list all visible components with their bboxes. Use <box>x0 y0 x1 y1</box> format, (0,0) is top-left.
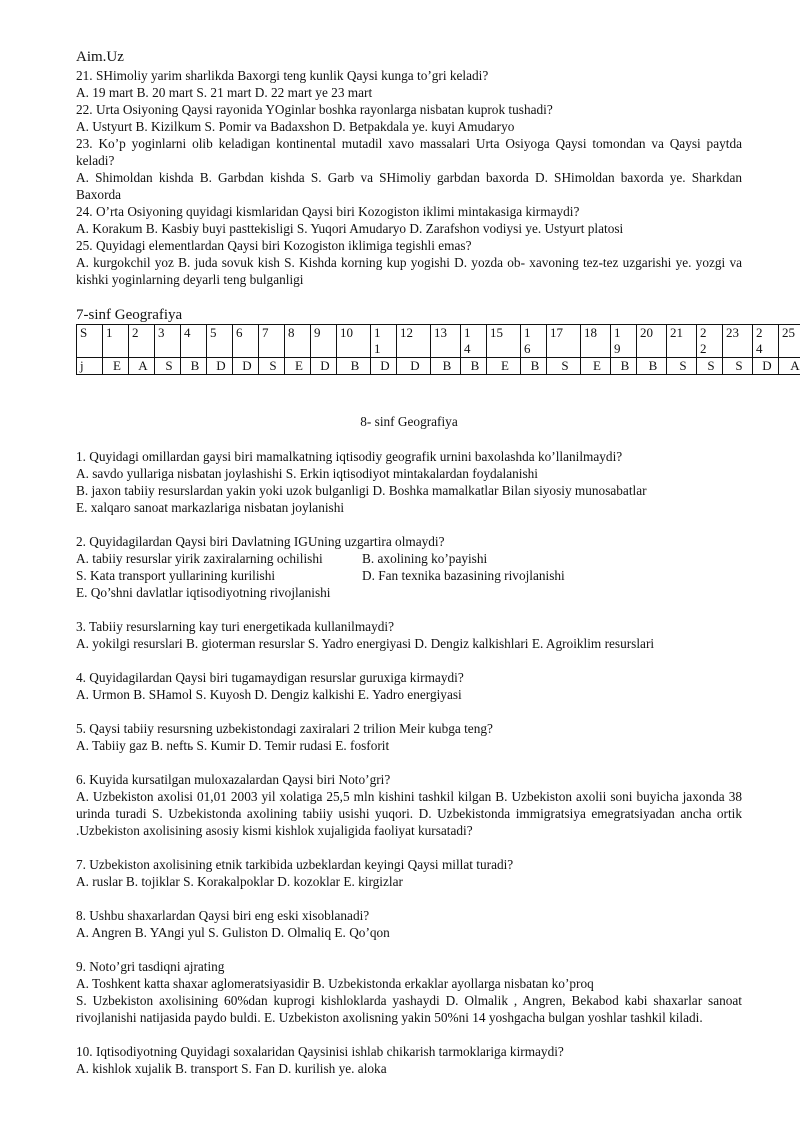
question-text: 1. Quyidagi omillardan gaysi biri mamalkatning iqtisodiy geografik urnini baxolashda ko’llanilmaydi? <box>76 449 623 464</box>
key-answer-cell: E <box>285 358 311 375</box>
key-header-text: 8 <box>288 325 295 340</box>
key-header-text-line2: 2 <box>700 341 707 356</box>
text-line: 23. Ko’p yoginlarni olib keladigan kontinental mutadil xavo massalari Urta Osiyoga Qaysi tomondan va Qaysi paytda keladi? <box>76 136 742 168</box>
key-header-text-line2: 4 <box>464 341 471 356</box>
question-block <box>76 618 742 652</box>
key-answer-cell: B <box>337 358 371 375</box>
key-header-text-line2 <box>782 341 800 357</box>
key-answer-cell: E <box>103 358 129 375</box>
key-header-cell <box>371 325 397 358</box>
answer-line: A. Angren B. YAngi yul S. Guliston D. Olmaliq E. Qo’qon <box>76 925 390 940</box>
key-header-cell <box>181 325 207 358</box>
key-header-cell <box>207 325 233 358</box>
key-header-text-line2 <box>550 341 580 357</box>
key-header-text: 1 <box>374 325 381 340</box>
question-text: 5. Qaysi tabiiy resursning uzbekistondagi zaxiralari 2 trilion Meir kubga teng? <box>76 721 493 736</box>
key-header-text: 5 <box>210 325 217 340</box>
answer-line: A. ruslar B. tojiklar S. Korakalpoklar D. kozoklar E. kirgizlar <box>76 874 403 889</box>
question-text: 7. Uzbekiston axolisining etnik tarkibida uzbeklardan keyingi Qaysi millat turadi? <box>76 857 514 872</box>
key-answer-cell: B <box>431 358 461 375</box>
key-answer-cell: D <box>753 358 779 375</box>
key-answer-cell: S <box>723 358 753 375</box>
key-header-cell <box>487 325 521 358</box>
text-line: A. Ustyurt B. Kizilkum S. Pomir va Badaxshon D. Betpakdala ye. kuyi Amudaryo <box>76 119 515 134</box>
key-header-text-line2 <box>400 341 430 357</box>
key-header-text-line2 <box>340 341 370 357</box>
key-answer-cell: A <box>779 358 800 375</box>
key-answer-cell: D <box>207 358 233 375</box>
key-answer-cell: S <box>259 358 285 375</box>
answer-line: A. yokilgi resurslari B. gioterman resurslar S. Yadro energiyasi D. Dengiz kalkishlari E. Agroiklim resurslari <box>76 636 655 651</box>
key-header-cell <box>285 325 311 358</box>
top-questions <box>76 67 742 288</box>
section-8-title: 8- sinf Geografiya <box>360 414 458 429</box>
key-header-text: 25 <box>782 325 795 340</box>
key-header-text-line2: 6 <box>524 341 531 356</box>
key-header-text: 6 <box>236 325 243 340</box>
key-answer-cell: D <box>233 358 259 375</box>
key-header-text-line2 <box>262 341 284 357</box>
key-header-cell <box>155 325 181 358</box>
key-header-cell <box>521 325 547 358</box>
answer-row <box>76 550 742 567</box>
answer-row <box>76 567 742 584</box>
answer-line: A. Urmon B. SHamol S. Kuyosh D. Dengiz kalkishi E. Yadro energiyasi <box>76 687 462 702</box>
key-header-text: 13 <box>434 325 447 340</box>
question-block <box>76 720 742 754</box>
text-line: A. kurgokchil yoz B. juda sovuk kish S. Kishda korning kup yogishi D. yozda ob- xavoning tez-tez uzgarishi ye. yozgi va kishki yoginlarning deyarli teng bulganligi <box>76 255 742 287</box>
key-header-text-line2 <box>670 341 696 357</box>
key-header-text-line2: 9 <box>614 341 621 356</box>
key-answer-cell: j <box>77 358 103 375</box>
key-header-text: 12 <box>400 325 413 340</box>
question-block <box>76 907 742 941</box>
key-header-text-line2 <box>288 341 310 357</box>
key-header-cell <box>753 325 779 358</box>
key-header-text: 15 <box>490 325 503 340</box>
key-header-text-line2 <box>640 341 666 357</box>
key-header-cell <box>77 325 103 358</box>
key-header-text: 1 <box>464 325 471 340</box>
answer-key-answers-row <box>77 358 800 375</box>
question-text: 4. Quyidagilardan Qaysi biri tugamaydigan resurslar guruxiga kirmaydi? <box>76 670 464 685</box>
key-header-cell <box>259 325 285 358</box>
key-answer-cell: E <box>487 358 521 375</box>
question-text: 3. Tabiiy resurslarning kay turi energetikada kullanilmaydi? <box>76 619 394 634</box>
key-header-text: 2 <box>132 325 139 340</box>
answer-line: A. Tabiiy gaz B. neftь S. Kumir D. Temir rudasi E. fosforit <box>76 738 390 753</box>
key-header-cell <box>103 325 129 358</box>
key-header-text-line2 <box>434 341 460 357</box>
key-header-cell <box>637 325 667 358</box>
key-header-text: 1 <box>614 325 621 340</box>
text-line: A. 19 mart B. 20 mart S. 21 mart D. 22 mart ye 23 mart <box>76 85 373 100</box>
answer-key-header-row <box>77 325 800 358</box>
key-header-cell <box>697 325 723 358</box>
key-header-cell <box>581 325 611 358</box>
answer-line: S. Uzbekiston axolisining 60%dan kuprogi kishloklarda yashaydi D. Olmalik , Angren, Bekabod kabi shaxarlar sanoat rivojlanishi natijasida paydo buldi. E. Uzbekiston axolisning yakin 50%ni 14 yoshgacha bulgan yoshlar tashkil kiladi. <box>76 993 742 1025</box>
text-line: 21. SHimoliy yarim sharlikda Baxorgi teng kunlik Qaysi kunga to’gri keladi? <box>76 68 489 83</box>
text-line: 22. Urta Osiyoning Qaysi rayonida YOginlar boshka rayonlarga nisbatan kuprok tushadi? <box>76 102 553 117</box>
answer-option: A. tabiiy resurslar yirik zaxiralarning ochilishi <box>76 551 323 566</box>
key-header-cell <box>233 325 259 358</box>
key-header-text: 21 <box>670 325 683 340</box>
key-answer-cell: S <box>697 358 723 375</box>
key-header-text: 10 <box>340 325 353 340</box>
answer-option: S. Kata transport yullarining kurilishi <box>76 568 276 583</box>
key-header-text: 9 <box>314 325 321 340</box>
text-line: 25. Quyidagi elementlardan Qaysi biri Kozogiston iklimiga tegishli emas? <box>76 238 472 253</box>
key-header-text-line2 <box>490 341 520 357</box>
key-header-text: 1 <box>524 325 531 340</box>
question-text: 10. Iqtisodiyotning Quyidagi soxalaridan Qaysinisi ishlab chikarish tarmoklariga kirmaydi? <box>76 1044 564 1059</box>
key-header-text-line2: 4 <box>756 341 763 356</box>
key-header-text-line2 <box>314 341 336 357</box>
key-answer-cell: B <box>611 358 637 375</box>
key-header-cell <box>611 325 637 358</box>
key-header-text: 1 <box>106 325 113 340</box>
answer-line: E. Qo’shni davlatlar iqtisodiyotning rivojlanishi <box>76 585 331 600</box>
question-block <box>76 958 742 1026</box>
document-page <box>76 48 800 1094</box>
questions-list <box>76 448 742 1077</box>
key-answer-cell: B <box>637 358 667 375</box>
key-header-text: S <box>80 325 88 340</box>
text-line: A. Korakum B. Kasbiy buyi pasttekisligi S. Yuqori Amudaryo D. Zarafshon vodiysi ye. Ustyurt platosi <box>76 221 624 236</box>
question-block <box>76 856 742 890</box>
key-header-cell <box>461 325 487 358</box>
key-header-text-line2 <box>184 341 206 357</box>
key-header-text: 17 <box>550 325 563 340</box>
answer-key-table <box>76 324 800 375</box>
answer-line: A. kishlok xujalik B. transport S. Fan D. kurilish ye. aloka <box>76 1061 387 1076</box>
key-header-text-line2 <box>726 341 752 357</box>
question-block <box>76 448 742 516</box>
key-answer-cell: S <box>547 358 581 375</box>
text-line: 24. O’rta Osiyoning quyidagi kismlaridan Qaysi biri Kozogiston iklimi mintakasiga kirmaydi? <box>76 204 580 219</box>
key-header-text-line2 <box>132 341 154 357</box>
text-line: A. Shimoldan kishda B. Garbdan kishda S. Garb va SHimoliy garbdan baxorda D. SHimoldan baxorda ye. Sharkdan Baxorda <box>76 170 742 202</box>
question-block <box>76 669 742 703</box>
key-header-cell <box>547 325 581 358</box>
key-header-cell <box>337 325 371 358</box>
answer-line: A. Uzbekiston axolisi 01,01 2003 yil xolatiga 25,5 mln kishini tashkil kilgan B. Uzbekiston axolii soni buyicha jaxonda 38 urinda turadi S. Uzbekistonda axolining tabiiy usishi yuqori. D. Uzbekistonda immigratsiya emegratsiyadan ancha ortik .Uzbekiston axolisining asosiy kismi kishlok xujaligida faoliyat kursatadi? <box>76 789 742 838</box>
key-header-text: 18 <box>584 325 597 340</box>
key-header-text: 7 <box>262 325 269 340</box>
question-text: 9. Noto’gri tasdiqni ajrating <box>76 959 225 974</box>
key-header-cell <box>667 325 697 358</box>
key-answer-cell: S <box>155 358 181 375</box>
key-header-cell <box>129 325 155 358</box>
key-answer-cell: D <box>311 358 337 375</box>
key-header-text-line2 <box>80 341 102 357</box>
key-header-cell <box>431 325 461 358</box>
key-header-text-line2 <box>106 341 128 357</box>
answer-line: B. jaxon tabiiy resurslardan yakin yoki uzok bulganligi D. Boshka mamalkatlar Bilan siyosiy munosabatlar <box>76 483 647 498</box>
question-block <box>76 533 742 601</box>
key-header-text: 20 <box>640 325 653 340</box>
site-brand: Aim.Uz <box>76 49 124 65</box>
answer-option: D. Fan texnika bazasining rivojlanishi <box>362 568 565 583</box>
key-header-cell <box>311 325 337 358</box>
section-7-title: 7-sinf Geografiya <box>76 307 183 323</box>
answer-line: A. Toshkent katta shaxar aglomeratsiyasidir B. Uzbekistonda erkaklar ayollarga nisbatan ko’proq <box>76 976 594 991</box>
key-answer-cell: D <box>371 358 397 375</box>
key-header-cell <box>779 325 800 358</box>
question-block <box>76 771 742 839</box>
key-header-text: 3 <box>158 325 165 340</box>
key-answer-cell: B <box>181 358 207 375</box>
key-header-text-line2 <box>584 341 610 357</box>
answer-option: B. axolining ko’payishi <box>362 551 488 566</box>
key-answer-cell: B <box>521 358 547 375</box>
key-header-text: 2 <box>700 325 707 340</box>
key-header-text-line2 <box>210 341 232 357</box>
key-answer-cell: D <box>397 358 431 375</box>
key-answer-cell: E <box>581 358 611 375</box>
key-header-text-line2 <box>236 341 258 357</box>
key-header-text-line2: 1 <box>374 341 381 356</box>
key-header-text: 2 <box>756 325 763 340</box>
question-block <box>76 1043 742 1077</box>
question-text: 8. Ushbu shaxarlardan Qaysi biri eng eski xisoblanadi? <box>76 908 370 923</box>
key-answer-cell: B <box>461 358 487 375</box>
question-text: 2. Quyidagilardan Qaysi biri Davlatning IGUning uzgartira olmaydi? <box>76 534 445 549</box>
key-header-text-line2 <box>158 341 180 357</box>
answer-line: A. savdo yullariga nisbatan joylashishi S. Erkin iqtisodiyot mintakalardan foydalanishi <box>76 466 538 481</box>
key-header-text: 4 <box>184 325 191 340</box>
key-header-cell <box>397 325 431 358</box>
key-answer-cell: S <box>667 358 697 375</box>
key-header-cell <box>723 325 753 358</box>
key-answer-cell: A <box>129 358 155 375</box>
question-text: 6. Kuyida kursatilgan muloxazalardan Qaysi biri Noto’gri? <box>76 772 391 787</box>
answer-line: E. xalqaro sanoat markazlariga nisbatan joylanishi <box>76 500 345 515</box>
key-header-text: 23 <box>726 325 739 340</box>
